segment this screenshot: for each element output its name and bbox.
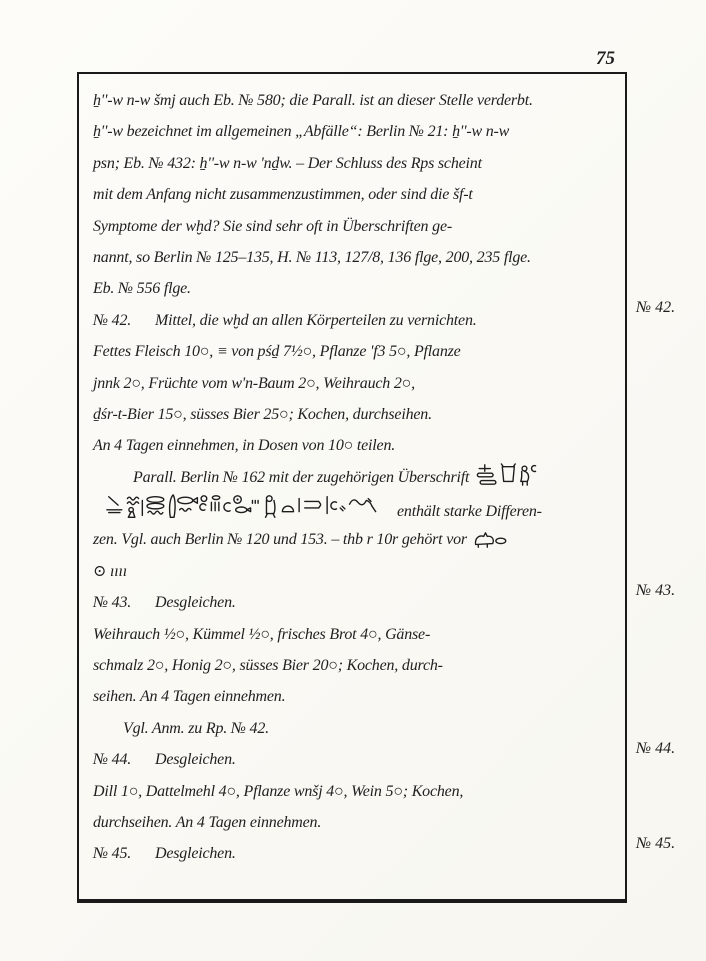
- text-frame: [77, 72, 627, 903]
- margin-note-42: № 42.: [636, 299, 676, 316]
- text-line: psn; Eb. № 432: ẖ''-w n-w 'nḏw. – Der Schluss des Rps scheint: [93, 154, 482, 172]
- recipe-number: № 45.: [93, 845, 132, 863]
- text-line: ẖ''-w n-w šmj auch Eb. № 580; die Parall. ist an dieser Stelle verderbt.: [93, 92, 533, 109]
- recipe-title: Desgleichen.: [155, 594, 236, 612]
- text-line: durchseihen. An 4 Tagen einnehmen.: [93, 813, 322, 831]
- text-line: jnnk 2○, Früchte vom w'n-Baum 2○, Weihrauch 2○,: [93, 374, 415, 392]
- text-line: mit dem Anfang nicht zusammenzustimmen, oder sind die šf-t: [93, 186, 473, 204]
- text-line: nannt, so Berlin № 125–135, H. № 113, 127/8, 136 flge, 200, 235 flge.: [93, 248, 531, 266]
- recipe-title: Desgleichen.: [155, 751, 236, 769]
- margin-note-43: № 43.: [636, 582, 676, 599]
- text-segment: zen. Vgl. auch Berlin № 120 und 153. – thb r 10r gehört vor: [93, 531, 467, 549]
- text-line: Vgl. Anm. zu Rp. № 42.: [123, 719, 269, 737]
- text-line: schmalz 2○, Honig 2○, süsses Bier 20○; Kochen, durch-: [93, 657, 443, 675]
- recipe-number: № 44.: [93, 751, 132, 769]
- text-segment: enthält starke Differen-: [397, 503, 542, 521]
- recipe-title: Mittel, die wḫd an allen Körperteilen zu vernichten.: [155, 311, 477, 329]
- text-line: Fettes Fleisch 10○, ≡ von pśḏ 7½○, Pflanze 'f3 5○, Pflanze: [93, 343, 461, 361]
- text-line: [93, 524, 619, 555]
- text-segment: Parall. Berlin № 162 mit der zugehörigen Überschrift: [133, 468, 470, 486]
- recipe-number: № 43.: [93, 594, 132, 612]
- hieroglyph-tail-icon: [471, 531, 509, 549]
- text-line: [93, 493, 619, 524]
- recipe-heading-43: [93, 587, 619, 618]
- margin-note-44: № 44.: [636, 740, 676, 757]
- text-line: Weihrauch ½○, Kümmel ½○, frisches Brot 4○, Gänse-: [93, 625, 431, 643]
- text-line: seihen. An 4 Tagen einnehmen.: [93, 688, 286, 706]
- recipe-number: № 42.: [93, 311, 132, 329]
- recipe-heading-42: [93, 305, 619, 336]
- hieroglyph-row-icon: [97, 493, 393, 521]
- sun-disk-strokes-line: ⊙ ıııı: [93, 562, 127, 580]
- text-line: [93, 462, 619, 493]
- text-line: Eb. № 556 flge.: [93, 280, 191, 298]
- page-number: 75: [596, 48, 615, 69]
- recipe-heading-45: [93, 838, 619, 869]
- text-line: An 4 Tagen einnehmen, in Dosen von 10○ teilen.: [93, 437, 396, 455]
- recipe-heading-44: [93, 744, 619, 775]
- text-line: ẖ''-w bezeichnet im allgemeinen „Abfälle“: Berlin № 21: ẖ''-w n-w: [93, 123, 510, 141]
- margin-note-45: № 45.: [636, 835, 676, 852]
- hieroglyph-heading-icon: [473, 463, 539, 487]
- text-line: Symptome der wḫd? Sie sind sehr oft in Überschriften ge-: [93, 217, 452, 235]
- text-line: ḏśr-t-Bier 15○, süsses Bier 25○; Kochen, durchseihen.: [93, 405, 432, 423]
- text-line: Dill 1○, Dattelmehl 4○, Pflanze wnšj 4○, Wein 5○; Kochen,: [93, 782, 464, 800]
- recipe-title: Desgleichen.: [155, 845, 236, 863]
